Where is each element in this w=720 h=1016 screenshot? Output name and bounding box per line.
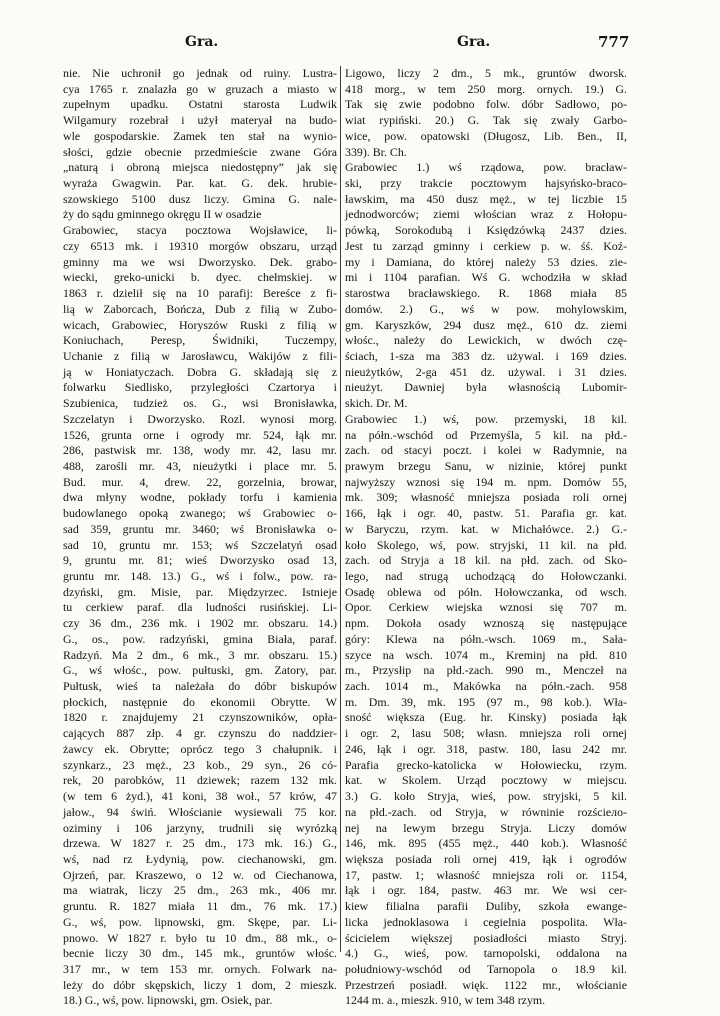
running-head-right: Gra. xyxy=(457,34,491,50)
text-line: skich. Dr. M. xyxy=(345,396,408,411)
text-line: Ligowo, liczy 2 dm., 5 mk., gruntów dworsk. xyxy=(345,66,627,80)
text-line: sad 10, gruntu mr. 153; wś Szczelatyń osad xyxy=(63,537,337,552)
running-head-left: Gra. xyxy=(185,34,219,50)
text-line: Jest tu zarząd gminny i cerkiew p. w. śś. Koź- xyxy=(345,238,627,253)
text-line: Opor. Cerkiew wiejska wznosi się 707 m. xyxy=(345,600,627,615)
text-line: 286, pastwisk mr. 138, wody mr. 42, lasu mr. xyxy=(63,443,337,458)
text-line: Uchanie z filią w Jarosławcu, Wakijów z fili- xyxy=(63,348,337,363)
text-line: 9, gruntu mr. 81; wieś Dworzysko osad 13, xyxy=(63,553,337,568)
text-line: zach. 1014 m., Makówka na półn.-zach. 958 xyxy=(345,679,627,694)
text-line: Tak się zwie podobno folw. dóbr Sadłowo, po- xyxy=(345,97,627,112)
text-line: wiat rypiński. 20.) G. Tak się zwały Garbo- xyxy=(345,113,627,128)
text-line: G., wś włośc., pow. pułtuski, gm. Zatory, par. xyxy=(63,663,337,678)
text-line: Szubienica, tudzież os. G., wsi Bronisławka, xyxy=(63,396,337,411)
text-line: sad 359, gruntu mr. 3460; wś Bronisławka o- xyxy=(63,521,337,536)
text-line: szyce na wsch. 1074 m., Kreminj na płd. 810 xyxy=(345,647,627,662)
text-line: wicach, Grabowiec, Horyszów Ruski z filią w xyxy=(63,317,337,332)
text-line: Pułtusk, wieś ta należała do dóbr biskupów xyxy=(63,679,337,694)
text-line: lego, nad strugą uchodzącą do Hołowczanki. xyxy=(345,569,627,583)
text-line: budowlanego opoką zwanego; wś Grabowiec o- xyxy=(63,506,337,521)
text-line: licka jednoklasowa i cegielnia pospolita. Wła- xyxy=(345,914,627,929)
text-line: 488, zarośli mr. 43, nieużytki i place mr. 5. xyxy=(63,458,337,473)
text-line: 166, łąk i ogr. 40, pastw. 51. Parafia gr. kat. xyxy=(345,506,627,521)
text-line: góry: Klewa na półn.-wsch. 1069 m., Sała- xyxy=(345,631,627,646)
text-line: Bud. mur. 4, drew. 22, gorzelnia, browar, xyxy=(63,474,337,489)
text-line: nieużytków, 2-ga 451 dz. używal. i 31 dzies. xyxy=(345,364,627,379)
text-line: na płd.-zach. od Stryja, w równinie rozściело- xyxy=(345,804,627,819)
text-line: sność większa (Eug. hr. Kinsky) posiada łąk xyxy=(345,710,627,725)
text-line: G., os., pow. radzyński, gmina Biała, paraf. xyxy=(63,631,337,646)
text-line: ławskim, ma 450 dusz męż., w tej liczbie 15 xyxy=(345,191,627,206)
text-line: m., Przysłip na płd.-zach. 990 m., Menczeł na xyxy=(345,663,627,678)
text-line: Wilgamury rozebrał i użył materyał na budo- xyxy=(63,113,337,128)
text-line: włośc., należy do Lewickich, w dwóch czę- xyxy=(345,333,627,348)
column-divider xyxy=(340,66,341,952)
text-line: zupełnym upadku. Ostatni starosta Ludwik xyxy=(63,97,337,112)
text-line: lią w Zaborcach, Bończa, Dub z filią w Zubo- xyxy=(63,301,337,316)
text-line: wice, pow. opatowski (Długosz, Lib. Ben., II, xyxy=(345,128,627,143)
text-line: 3.) G. koło Stryja, wieś, pow. stryjski, 5 kil. xyxy=(345,789,627,804)
text-line: Ojrzeń, par. Kraszewo, o 12 w. od Ciechanowa, xyxy=(63,867,337,882)
text-line: gruntu mr. 148. 13.) G., wś i folw., pow. ra- xyxy=(63,569,337,583)
text-line: prawym brzegu Sanu, w nizinie, której punkt xyxy=(345,458,627,473)
text-line: 339). Br. Ch. xyxy=(345,144,407,159)
left-column xyxy=(63,66,337,1008)
text-line: większa posiada roli ornej 419, łąk i ogrodów xyxy=(345,851,627,866)
text-line: nej na lewym brzegu Stryja. Liczy domów xyxy=(345,820,627,835)
right-column xyxy=(345,66,627,1008)
text-line: dwa młyny wodne, pokłady torfu i kamienia xyxy=(63,490,337,505)
text-line: wle gospodarskie. Zamek ten stał na wynio- xyxy=(63,128,337,143)
text-line: nie. Nie uchronił go jednak od ruiny. Lustra- xyxy=(63,66,337,80)
text-line: ściach, 1-sza ma 383 dz. używal. i 169 dzies. xyxy=(345,348,627,363)
text-line: 17, pastw. 1; własność mniejsza roli or. 1154, xyxy=(345,867,627,882)
text-line: gminny ma we wsi Dworzysko. Dek. grabo- xyxy=(63,254,337,269)
text-line: wyraża Gwagwin. Par. kat. G. dek. hrubie- xyxy=(63,176,337,191)
text-line: na półn.-wschód od Przemyśla, 5 kil. na płd.- xyxy=(345,427,627,442)
text-line: 1820 r. znajdujemy 21 czynszowników, opła- xyxy=(63,710,337,725)
text-line: my i Damiana, do której należy 53 dzies. zie- xyxy=(345,254,627,269)
text-line: Grabowiec 1.) wś, pow. przemyski, 18 kil. xyxy=(345,411,627,426)
text-line: „naturą i obroną miejsca niedostępny” jak się xyxy=(63,160,337,175)
text-line: łąk i ogr. 184, pastw. 463 mr. We wsi cer- xyxy=(345,883,627,898)
text-line: tu cerkiew paraf. dla ludności rusińskiej. Li- xyxy=(63,600,337,615)
text-line: leży do dóbr skępskich, liczy 1 dom, 2 mieszk. xyxy=(63,977,337,992)
text-line: gruntu. R. 1827 miała 11 dm., 76 mk. 17.) xyxy=(63,899,337,914)
text-line: 1244 m. a., mieszk. 910, w tem 348 rzym. xyxy=(345,993,546,1008)
text-line: folwarku Siedlisko, przyległości Czartorya i xyxy=(63,380,337,395)
text-line: 1526, grunta orne i ogrody mr. 524, łąk mr. xyxy=(63,427,337,442)
page-header xyxy=(0,30,720,52)
text-line: szynkarz., 23 męż., 23 kob., 29 syn., 26 có- xyxy=(63,757,337,772)
text-line: koło Skolego, wś, pow. stryjski, 11 kil. na płd. xyxy=(345,537,627,552)
text-line: dzyński, gm. Misie, par. Międzyrzec. Istnieje xyxy=(63,584,337,599)
text-line: w Baryczu, rzym. kat. w Michałówce. 2.) G.- xyxy=(345,521,627,536)
text-line: pnowo. W 1827 r. było tu 10 dm., 88 mk., o- xyxy=(63,930,337,945)
text-line: (w tem 6 żyd.), 41 koni, 38 woł., 57 krów, 47 xyxy=(63,789,337,804)
text-line: Grabowiec 1.) wś rządowa, pow. bracław- xyxy=(345,160,627,175)
text-line: Koniuchach, Peresp, Świdniki, Tuczempy, xyxy=(63,333,337,348)
text-line: ją w Honiatyczach. Dobra G. składają się z xyxy=(63,364,337,379)
text-line: rek, 20 parobków, 11 dziewek; razem 132 mk. xyxy=(63,773,337,788)
text-line: G., wś, pow. lipnowski, gm. Skępe, par. Li- xyxy=(63,914,337,929)
text-line: Przestrzeń posiadł. więk. 1122 mr., włościanie xyxy=(345,977,627,992)
text-line: gm. Karyszków, 294 dusz męż., 610 dz. ziemi xyxy=(345,317,627,332)
text-line: wiecki, greko-unicki b. dyec. chełmskiej. w xyxy=(63,270,337,285)
text-line: 418 morg., w tem 250 morg. ornych. 19.) G. xyxy=(345,81,627,96)
text-line: cających 887 złp. 4 gr. czynszu do naddzier- xyxy=(63,726,337,741)
text-line: płockich, następnie do ekonomii Obrytte. W xyxy=(63,694,337,709)
text-line: czy 36 dm., 236 mk. i 1902 mr. obszaru. 14.) xyxy=(63,616,337,631)
text-line: oziminy i 106 jarzyny, trudnili się wyrózką xyxy=(63,820,337,835)
text-line: ży do sądu gminnego okręgu II w osadzie xyxy=(63,207,262,222)
text-line: i ogr. 2, lasu 508; własn. mniejsza roli ornej xyxy=(345,726,627,741)
text-line: 1863 r. dzielił się na 10 parafij: Bereśce z fi- xyxy=(63,286,337,301)
text-line: jednodworców; ziemi włościan wraz z Hołopu- xyxy=(345,207,627,222)
text-line: 246, łąk i ogr. 318, pastw. 180, lasu 242 mr. xyxy=(345,741,627,756)
text-line: ski, przy trakcie pocztowym hajsyńsko-braco- xyxy=(345,176,627,191)
text-line: 317 mr., w tem 153 mr. ornych. Folwark na- xyxy=(63,961,337,976)
text-line: nieużyt. Dawniej była własnością Lubomir- xyxy=(345,380,627,395)
text-line: słości, gdzie obecnie przedmieście zwane Góra xyxy=(63,144,337,159)
text-line: Radzyń. Ma 2 dm., 6 mk., 3 mr. obszaru. 15.) xyxy=(63,647,337,662)
text-line: m. Dm. 39, mk. 195 (97 m., 98 kob.). Wła- xyxy=(345,694,627,709)
text-line: ma wiatrak, liczy 25 dm., 263 mk., 406 mr. xyxy=(63,883,337,898)
text-line: starostwa bracławskiego. R. 1868 miała 85 xyxy=(345,286,627,301)
text-line: mk. 309; własność mniejsza posiada roli ornej xyxy=(345,490,627,505)
text-line: mi i 1104 parafian. Wś G. wchodziła w skład xyxy=(345,270,627,285)
text-line: 146, mk. 895 (455 męż., 440 kob.). Własność xyxy=(345,836,627,851)
text-line: Szczelatyn i Dworzysko. Rozl. wynosi morg. xyxy=(63,411,337,426)
text-line: zach. od stacyi poczt. i kolei w Radymnie, na xyxy=(345,443,627,458)
text-line: Grabowiec, stacya pocztowa Wojsławice, li- xyxy=(63,223,337,238)
text-line: cya 1765 r. znalazła go w gruzach a miasto w xyxy=(63,81,337,96)
text-line: czy 6513 mk. i 19310 morgów obszaru, urząd xyxy=(63,238,337,253)
text-line: żawcy ek. Obrytte; oprócz tego 3 chałupnik. i xyxy=(63,741,337,756)
text-line: najwyższy wznosi się 194 m. npm. Domów 55, xyxy=(345,474,627,489)
text-line: kiew filialna parafii Duliby, szkoła ewange- xyxy=(345,899,627,914)
text-line: kat. w Skolem. Urząd pocztowy w miejscu. xyxy=(345,773,627,788)
page-number: 777 xyxy=(598,33,630,51)
text-line: szowskiego 5100 dusz liczy. Gmina G. nale- xyxy=(63,191,337,206)
text-line: npm. Dokoła osady wznoszą się następujące xyxy=(345,616,627,631)
text-line: domów. 2.) G., wś w pow. mohylowskim, xyxy=(345,301,627,316)
text-line: południowy-wschód od Tarnopola o 18.9 kil. xyxy=(345,961,627,976)
text-line: 18.) G., wś, pow. lipnowski, gm. Osiek, par. xyxy=(63,993,273,1008)
text-line: becnie liczy 30 dm., 145 mk., gruntów włośc. xyxy=(63,946,337,961)
text-line: zach. od Stryja a 18 kil. na płd. zach. od Sko- xyxy=(345,553,627,568)
text-line: pówką, Sorokodubą i Księdzówką 2437 dzies. xyxy=(345,223,627,238)
text-line: ścicielem większej posiadłości miasto Stryj. xyxy=(345,930,627,945)
text-line: Osadę oblewa od półn. Hołowczanka, od wsch. xyxy=(345,584,627,599)
text-line: jałow., 94 świń. Włościanie wysiewali 75 kor. xyxy=(63,804,337,819)
text-line: Parafia grecko-katolicka w Hołowiecku, rzym. xyxy=(345,757,627,772)
text-line: wś, nad rz Łydynią, pow. ciechanowski, gm. xyxy=(63,851,337,866)
text-line: 4.) G., wieś, pow. tarnopolski, oddalona na xyxy=(345,946,627,961)
text-line: drzewa. W 1827 r. 25 dm., 173 mk. 16.) G., xyxy=(63,836,337,851)
